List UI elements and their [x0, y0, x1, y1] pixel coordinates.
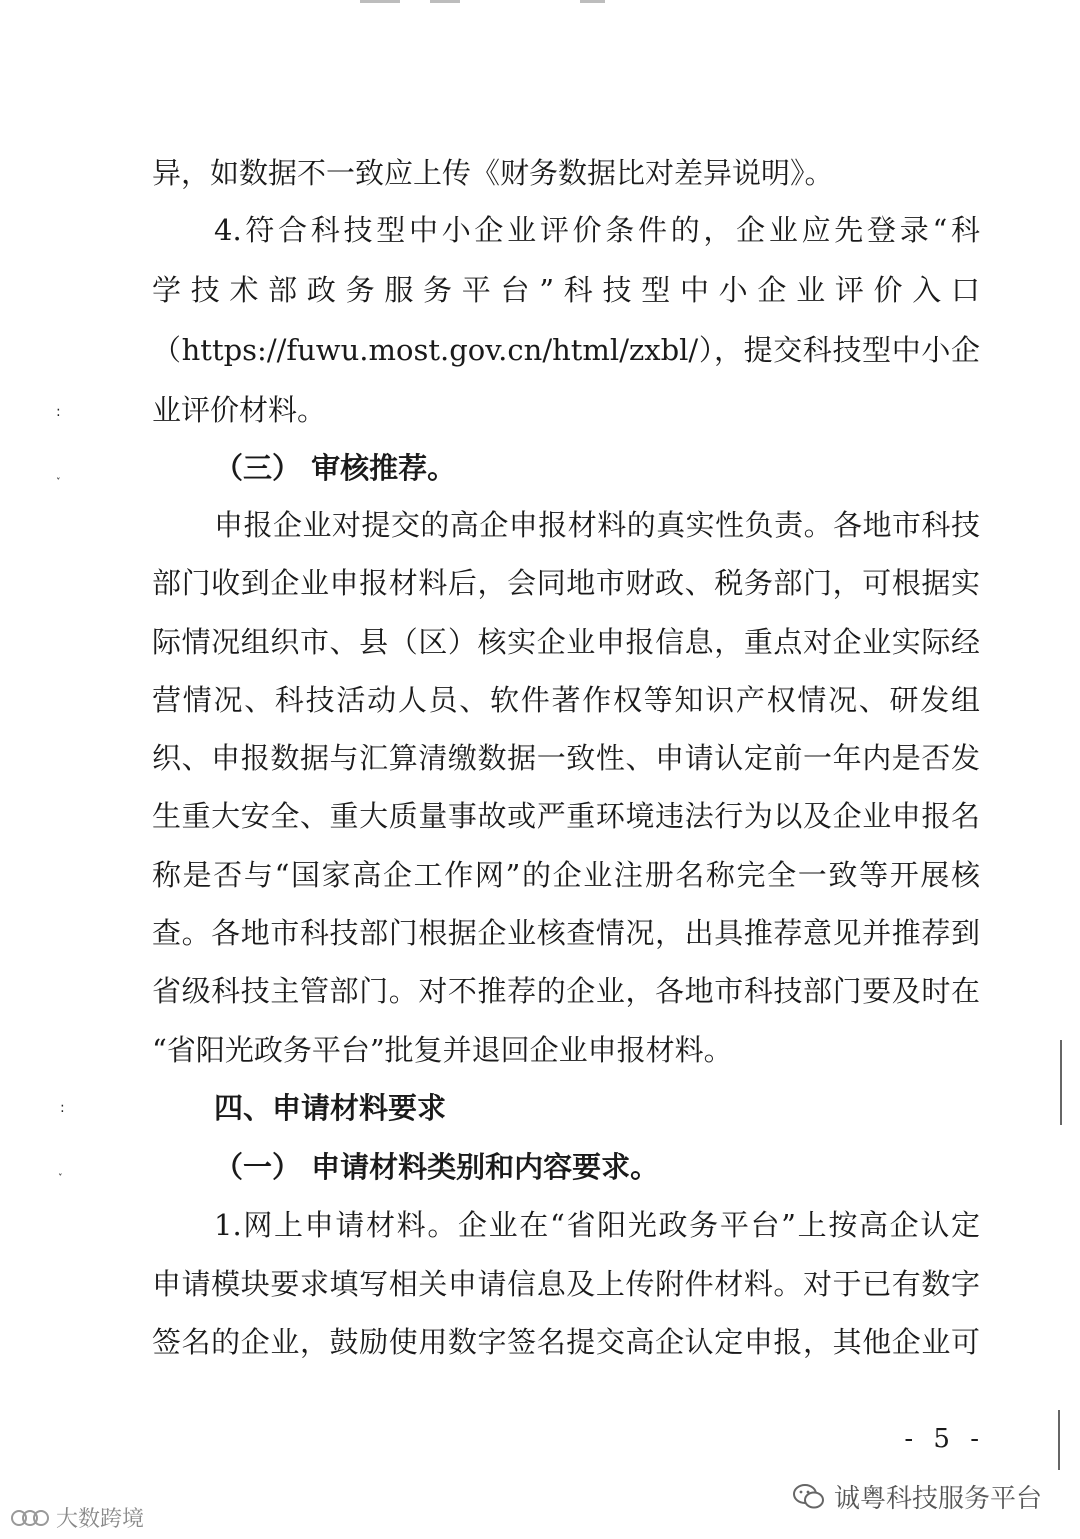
text-line: 业评价材料。	[152, 393, 327, 427]
paragraph-line: 1.网上申请材料。企业在“省阳光政务平台”上按高企认定	[214, 1208, 980, 1242]
binding-mark: ˯	[56, 465, 61, 481]
scan-edge-mark	[1058, 1410, 1060, 1470]
heading-review-recommendation: （三） 审核推荐。	[214, 451, 457, 485]
section-heading-materials: 四、申请材料要求	[214, 1091, 447, 1125]
heading-material-categories: （一） 申请材料类别和内容要求。	[214, 1150, 660, 1184]
paragraph-line: 织、申报数据与汇算清缴数据一致性、申请认定前一年内是否发	[152, 741, 980, 775]
paragraph-line: 省级科技主管部门。对不推荐的企业，各地市科技部门要及时在	[152, 974, 980, 1008]
scan-artifact-top	[350, 0, 650, 4]
text-line: 学技术部政务服务平台”科技型中小企业评价入口	[152, 273, 980, 307]
scan-edge-mark	[1060, 1040, 1062, 1125]
text-line: 异，如数据不一致应上传《财务数据比对差异说明》。	[152, 156, 834, 190]
source-name: 大数跨境	[56, 1507, 145, 1532]
wechat-icon	[792, 1482, 826, 1512]
paragraph-line: 称是否与“国家高企工作网”的企业注册名称完全一致等开展核	[152, 858, 980, 892]
page-number: - 5 -	[904, 1424, 985, 1454]
binding-mark: ˯	[58, 1161, 63, 1177]
wechat-watermark	[792, 1478, 1042, 1515]
text-line: 4.符合科技型中小企业评价条件的，企业应先登录“科	[214, 213, 980, 247]
binding-mark: :	[60, 1100, 65, 1116]
paragraph-line: 部门收到企业申报材料后，会同地市财政、税务部门，可根据实	[152, 566, 980, 600]
wechat-account-name: 诚粤科技服务平台	[833, 1484, 1042, 1514]
paragraph-line: 签名的企业，鼓励使用数字签名提交高企认定申报，其他企业可	[152, 1325, 980, 1359]
paragraph-line: 营情况、科技活动人员、软件著作权等知识产权情况、研发组	[152, 683, 980, 717]
paragraph-line: 申报企业对提交的高企申报材料的真实性负责。各地市科技	[214, 508, 980, 542]
source-watermark	[10, 1502, 144, 1533]
binding-mark: :	[56, 404, 61, 420]
brand-logo-icon	[10, 1505, 50, 1531]
paragraph-line: 查。各地市科技部门根据企业核查情况，出具推荐意见并推荐到	[152, 916, 980, 950]
paragraph-line: 生重大安全、重大质量事故或严重环境违法行为以及企业申报名	[152, 799, 980, 833]
text-line-url: （https://fuwu.most.gov.cn/html/zxbl/），提交科技型中小企	[152, 333, 980, 367]
paragraph-line: 申请模块要求填写相关申请信息及上传附件材料。对于已有数字	[152, 1267, 980, 1301]
paragraph-line: “省阳光政务平台”批复并退回企业申报材料。	[152, 1033, 733, 1067]
paragraph-line: 际情况组织市、县（区）核实企业申报信息，重点对企业实际经	[152, 625, 980, 659]
